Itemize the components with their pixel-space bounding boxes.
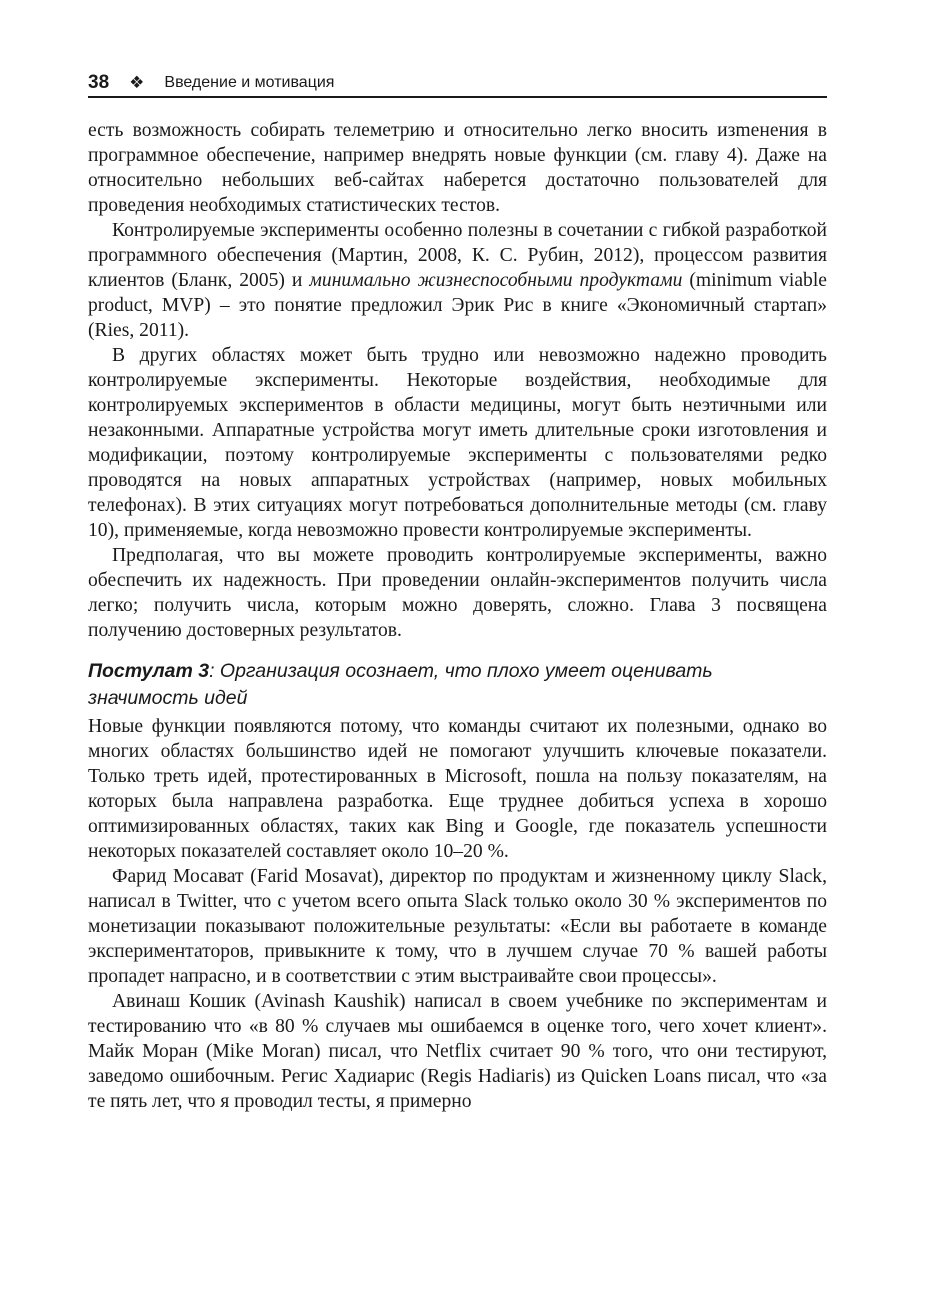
- chapter-title: Введение и мотивация: [164, 74, 335, 91]
- section-heading-lead: Постулат 3: [88, 660, 210, 682]
- section-heading: [88, 658, 827, 712]
- running-header: [88, 68, 827, 98]
- section-heading-text: : Организация осознает, что плохо умеет оценивать значимость идей: [88, 660, 713, 709]
- paragraph: Новые функции появляются потому, что команды считают их полезными, однако во многих областях большинство идей не помогают улучшить ключевые показатели. Только треть идей, протестированных в Microsoft, пошла на пользу показателям, на которых была направлена разработка. Еще труднее добиться успеха в хорошо оптимизированных областях, таких как Bing и Google, где показатель успешности некоторых показателей составляет около 10–20 %.: [88, 716, 827, 862]
- paragraph: Предполагая, что вы можете проводить контролируемые эксперименты, важно обеспечить их надежность. При проведении онлайн-экспериментов получить числа легко; получить числа, которым можно доверять, сложно. Глава 3 посвящена получению достоверных результатов.: [88, 545, 827, 641]
- page-number: 38: [88, 72, 110, 93]
- paragraph: [88, 218, 827, 343]
- paragraph: В других областях может быть трудно или невозможно надежно проводить контролируемые эксперименты. Некоторые воздействия, необходимые для контролируемых экспериментов в области медицины, могут быть неэтичными или незаконными. Аппаратные устройства могут иметь длительные сроки изготовления и модификации, поэтому контролируемые эксперименты с пользователями редко проводятся на новых аппаратных устройствах (например, новых мобильных телефонах). В этих ситуациях могут потребоваться дополнительные методы (см. главу 10), применяемые, когда невозможно провести контролируемые эксперименты.: [88, 345, 827, 541]
- book-page: [88, 68, 827, 1114]
- paragraph-text: Контролируемые эксперименты особенно полезны в сочетании с гибкой разработкой программного обеспечения (Мартин, 2008, К. С. Рубин, 2012), процессом развития клиентов (Бланк, 2005) и: [88, 220, 827, 291]
- paragraph-text: (minimum viable product, MVP) – это понятие предложил Эрик Рис в книге «Экономичный стартап» (Ries, 2011).: [88, 270, 827, 341]
- ornament-icon: ❖: [129, 73, 145, 92]
- paragraph-emphasis: минимально жизнеспособными продуктами: [309, 270, 683, 291]
- paragraph: Авинаш Кошик (Avinash Kaushik) написал в своем учебнике по экспериментам и тестированию что «в 80 % случаев мы ошибаемся в оценке того, чего хочет клиент». Майк Моран (Mike Moran) писал, что Netflix считает 90 % того, что они тестируют, заведомо ошибочным. Регис Хадиарис (Regis Hadiaris) из Quicken Loans писал, что «за те пять лет, что я проводил тесты, я примерно: [88, 991, 827, 1112]
- body-text: [88, 118, 827, 1114]
- paragraph: Фарид Мосават (Farid Mosavat), директор по продуктам и жизненному циклу Slack, написал в Twitter, что с учетом всего опыта Slack только около 30 % экспериментов по монетизации показывают положительные результаты: «Если вы работаете в команде экспериментаторов, привыкните к тому, что в лучшем случае 70 % вашей работы пропадет напрасно, и в соответствии с этим выстраивайте свои процессы».: [88, 866, 827, 987]
- paragraph-continued: есть возможность собирать телеметрию и относительно легко вносить изmенения в программное обеспечение, например внедрять новые функции (см. главу 4). Даже на относительно небольших веб-сайтах наберется достаточно пользователей для проведения необходимых статистических тестов.: [88, 120, 827, 216]
